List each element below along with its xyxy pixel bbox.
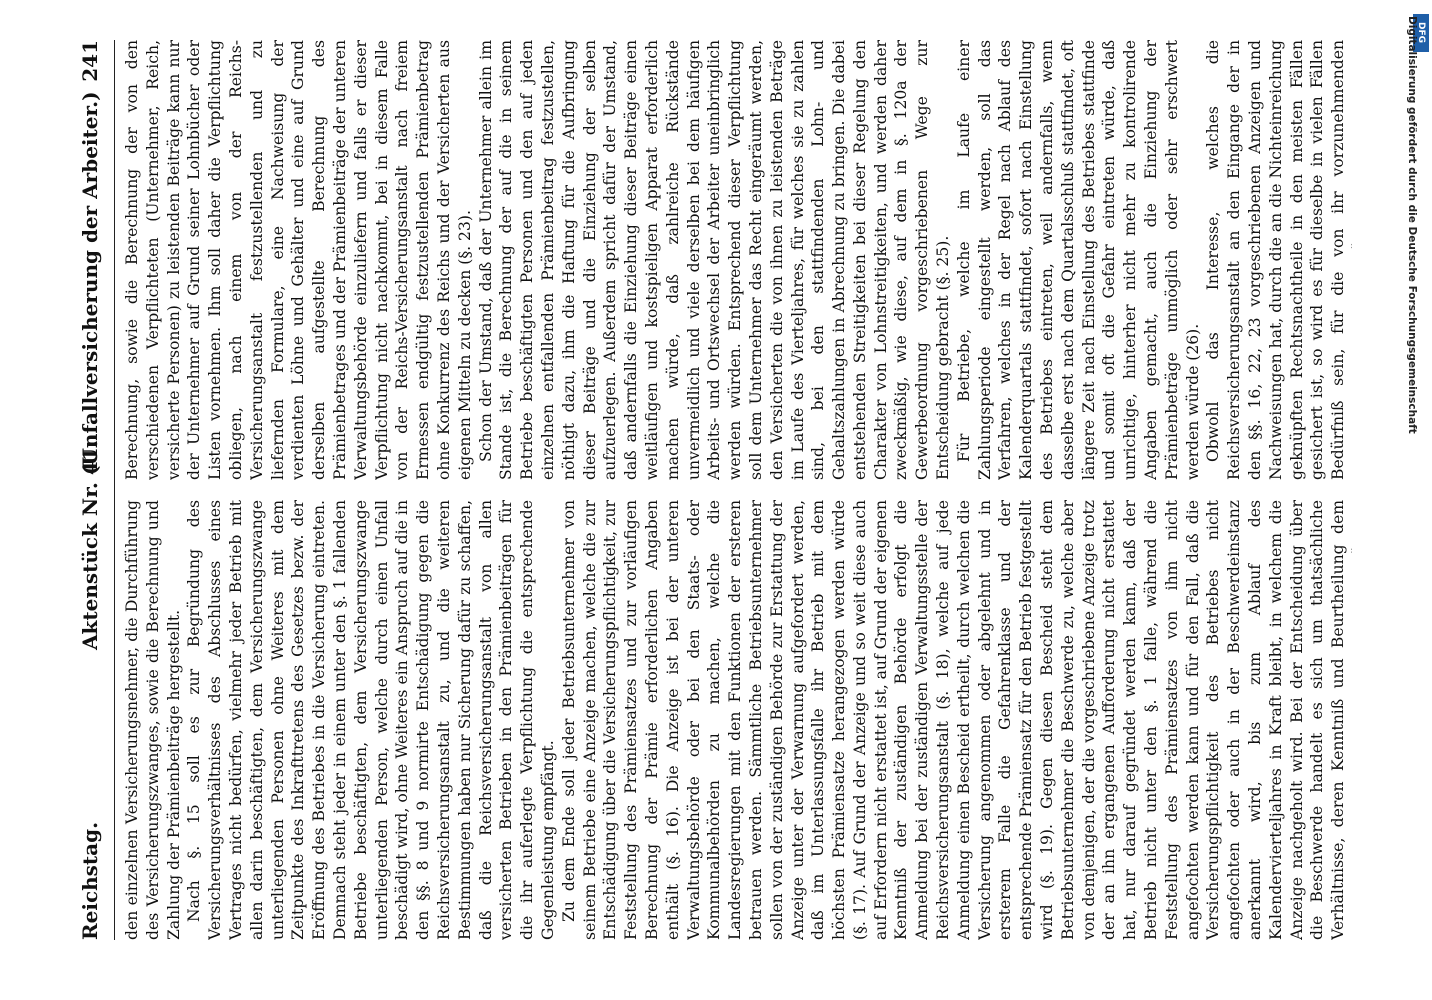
right-column (122, 40, 1352, 480)
paragraph: den einzelnen Versicherungsnehmer, die Durchführung des Versicherungszwanges, sowie die Berechnung und Zahlung der Prämienbeiträge hergestellt. (123, 500, 183, 940)
paragraph: Obwohl das Interesse, welches die Reichsversicherungsanstalt an den Eingange der in den §§. 16, 22, 23 vorgeschriebenen Anzeigen und Nachweisungen hat, durch die an die Nichteinreichung geknüpften Rechtsnachtheile in den meisten Fällen gesichert ist, so wird es für dieselbe in vielen Fällen Bedürfniß sein, für die von ihr vorzunehmenden (1204, 40, 1348, 480)
printed-page (52, 0, 1382, 1000)
dfg-logo: DFG (1413, 14, 1429, 52)
header-page-number: 241 (78, 40, 102, 82)
header-subject: (Unfallversicherung der Arbeiter.) (78, 91, 102, 475)
header-aktenstueck: Aktenstück Nr. 41. (78, 440, 102, 650)
paragraph: Für Betriebe, welche im Laufe einer Zahlungsperiode eingestellt werden, soll das Verfahren, welches in der Regel nach Ablauf des Kalenderquartals stattfindet, sofort nach Einstellung des Betriebes eintreten, weil andernfalls, wenn dasselbe erst nach dem Quartalsschluß stattfindet, oft längere Zeit nach Einstellung des Betriebes stattfinde und somit oft die Gefahr eintreten würde, daß unrichtige, hinterher nicht mehr zu kontrolirende Angaben gemacht, auch die Einziehung der Prämienbeträge unmöglich oder sehr erschwert werden würde (26). (954, 40, 1202, 480)
paragraph: Nach §. 15 soll es zur Begründung des Versicherungsverhältnisses des Abschlusses eines Vertrages nicht bedürfen, vielmehr jeder Betrieb mit allen darin beschäftigten, dem Versicherungszwange unterliegenden Personen ohne Weiteres mit dem Zeitpunkte des Inkrafttretens des Gesetzes bezw. der Eröffnung des Betriebes in die Versicherung eintreten. Demnach steht jeder in einem unter den §. 1 fallenden Betriebe beschäftigten, dem Versicherungszwange unterliegenden Person, welche durch einen Unfall beschädigt wird, ohne Weiteres ein Anspruch auf die in den §§. 8 und 9 normirte Entschädigung gegen die Reichsversicherungsanstalt zu, und die weiteren Bestimmungen haben nur Sicherung dafür zu schaffen, daß die Reichsversicherungsanstalt von allen versicherten Betrieben in den Prämienbeiträgen für die ihr auferlegte Verpflichtung die entsprechende Gegenleistung empfängt. (185, 500, 557, 940)
header-reichstag: Reichstag. (78, 821, 102, 940)
digitization-credit (1404, 0, 1432, 1000)
page-header (72, 40, 112, 940)
paragraph: Zu dem Ende soll jeder Betriebsunternehmer von seinem Betriebe eine Anzeige machen, welche die zur Entschädigung über die Versicherungspflichtigkeit, zur Feststellung des Prämiensatzes und zur vorläufigen Berechnung der Prämie erforderlichen Angaben enthält (§. 16). Die Anzeige ist bei der unteren Verwaltungsbehörde oder bei den Staats- oder Kommunalbehörden zu machen, welche die Landesregierungen mit den Funktionen der ersteren betrauen werden. Sämmtliche Betriebsunternehmer sollen von der zuständigen Behörde zur Erstattung der Anzeige unter der Verwarnung aufgefordert werden, daß im Unterlassungsfalle ihr Betrieb mit dem höchsten Prämiensatze herangezogen werden würde (§. 17). Auf Grund der Anzeige und so weit diese auch auf Erfordern nicht erstattet ist, auf Grund der eigenen Kenntniß der zuständigen Behörde erfolgt die Anmeldung bei der zuständigen Verwaltungsstelle der Reichsversicherungsanstalt (§. 18), welche auf jede Anmeldung einen Bescheid ertheilt, durch welchen die Versicherung angenommen oder abgelehnt und in ersterem Falle die Gefahrenklasse und der entsprechende Prämiensatz für den Betrieb festgestellt wird (§. 19). Gegen diesen Bescheid steht dem Betriebsunternehmer die Beschwerde zu, welche aber von demjenigen, der die vorgeschriebene Anzeige trotz der an ihn ergangenen Aufforderung nicht erstattet hat, nur darauf gegründet werden kann, daß der Betrieb nicht unter den §. 1 falle, während die Feststellung des Prämiensatzes von ihm nicht angefochten werden kann und für den Fall, daß die Versicherungspflichtigkeit des Betriebes nicht angefochten oder auch in der Beschwerdeinstanz anerkannt wird, bis zum Ablauf des Kalendervierteljahres in Kraft bleibt, in welchem die Anzeige nachgeholt wird. Bei der Entscheidung über die Beschwerde handelt es sich um thatsächliche Verhältnisse, deren Kenntniß und Beurtheilung dem (559, 500, 1348, 940)
left-column (122, 500, 1352, 940)
credit-text: Digitalisierung gefördert durch die Deutsche Forschungsgemeinschaft (1406, 16, 1418, 434)
header-rule (114, 40, 115, 940)
paragraph: Berechnung, sowie die Berechnung der von den verschiedenen Verpflichteten (Unternehmer, Reich, versicherte Personen) zu leistenden Beiträge kann nur der Unternehmer auf Grund seiner Lohnbücher oder Listen vornehmen. Ihm soll daher die Verpflichtung obliegen, nach einem von der Reichs-Versicherungsanstalt festzustellenden und zu liefernden Formulare, eine Nachweisung der verdienten Löhne und Gehälter und eine auf Grund derselben aufgestellte Berechnung des Prämienbetrages und der Prämienbeiträge der unteren Verwaltungsbehörde einzuliefern und falls er dieser Verpflichtung nicht nachkommt, bei in diesem Falle von der Reichs-Versicherungsanstalt nach freiem Ermessen endgültig festzustellenden Prämienbetrag ohne Konkurrenz des Reichs und der Versicherten aus eigenen Mitteln zu decken (§. 23). (123, 40, 474, 480)
paragraph: Schon der Umstand, daß der Unternehmer allein im Stande ist, die Berechnung der auf die in seinem Betriebe beschäftigten Personen und den auf jeden einzelnen entfallenden Prämienbeitrag festzustellen, nöthigt dazu, ihm die Haftung für die Aufbringung dieser Beiträge und die Einziehung der selben aufzuerlegen. Außerdem spricht dafür der Umstand, daß andernfalls die Einziehung dieser Beiträge einen weitläufigen und kostspieligen Apparat erforderlich machen würde, daß zahlreiche Rückstände unvermeidlich und viele derselben bei dem häufigen Arbeits- und Ortswechsel der Arbeiter uneinbringlich werden würden. Entsprechend dieser Verpflichtung soll dem Unternehmer das Recht eingeräumt werden, den Versicherten die von ihnen zu leistenden Beträge im Laufe des Vierteljahres, für welches sie zu zahlen sind, bei den stattfindenden Lohn- und Gehaltszahlungen in Abrechnung zu bringen. Die dabei entstehenden Streitigkeiten bei dieser Regelung den Charakter von Lohnstreitigkeiten, und werden daher zweckmäßig, wie diese, auf dem in §. 120a der Gewerbeordnung vorgeschriebenen Wege zur Entscheidung gebracht (§. 25). (476, 40, 953, 480)
